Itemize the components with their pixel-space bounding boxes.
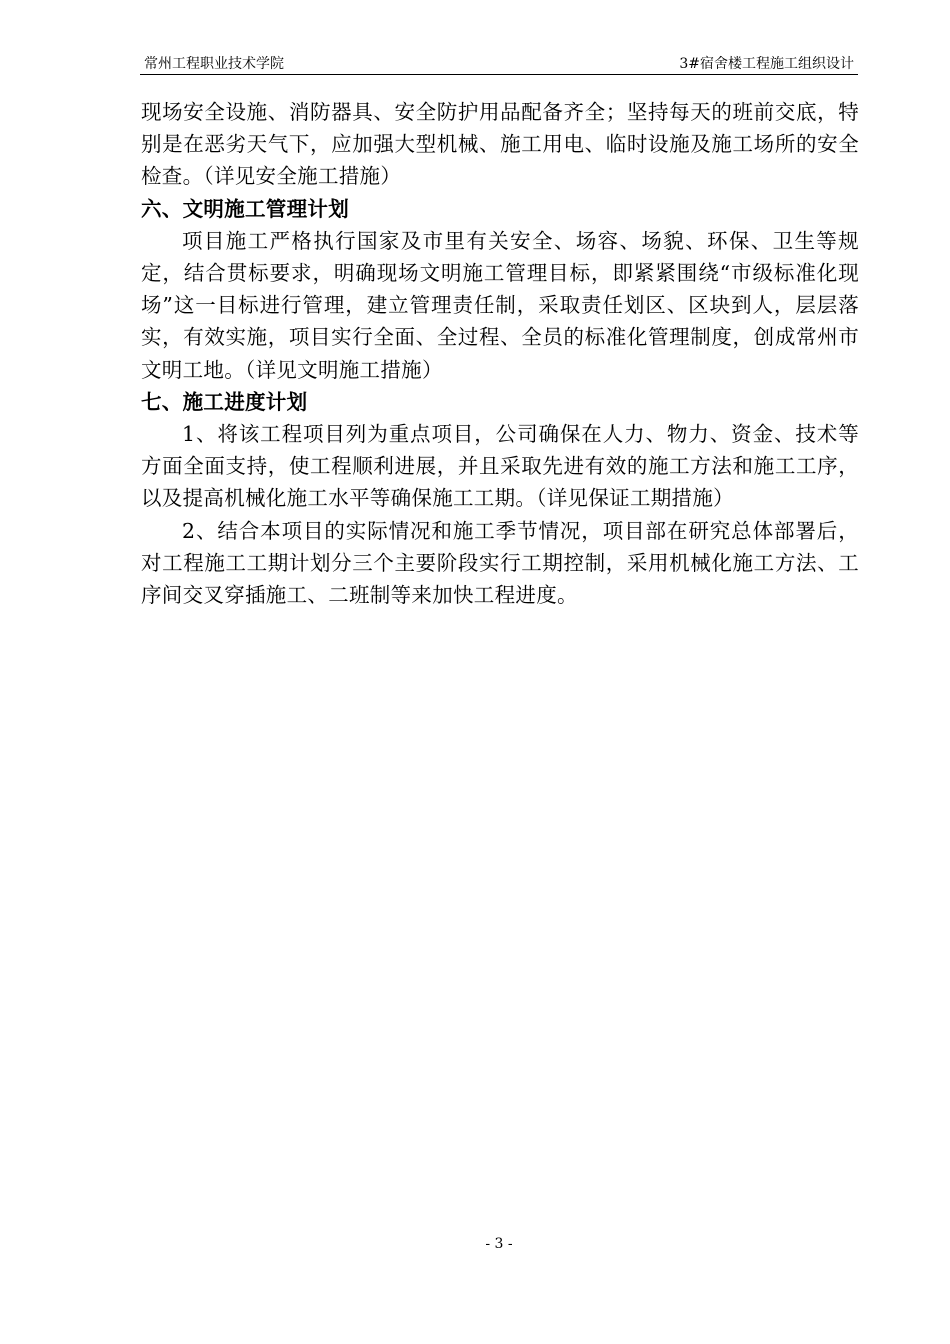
page-number: - 3 - xyxy=(485,1236,513,1252)
document-body xyxy=(141,96,859,611)
section-6-heading: 六、文明施工管理计划 xyxy=(141,196,349,221)
section-7-heading: 七、施工进度计划 xyxy=(141,389,308,414)
intro-paragraph: 现场安全设施、消防器具、安全防护用品配备齐全；坚持每天的班前交底，特别是在恶劣天气下，应加强大型机械、施工用电、临时设施及施工场所的安全检查。（详见安全施工措施） xyxy=(141,100,859,189)
header-institution: 常州工程职业技术学院 xyxy=(144,56,284,72)
page-header xyxy=(140,56,858,75)
section-6-paragraph: 项目施工严格执行国家及市里有关安全、场容、场貌、环保、卫生等规定，结合贯标要求，明确现场文明施工管理目标，即紧紧围绕“市级标准化现场”这一目标进行管理，建立管理责任制，采取责任划区、区块到人，层层落实，有效实施，项目实行全面、全过程、全员的标准化管理制度，创成常州市文明工地。（详见文明施工措施） xyxy=(141,228,859,382)
header-document-title: 3#宿舍楼工程施工组织设计 xyxy=(679,56,854,72)
section-7-paragraph-1: 1、将该工程项目列为重点项目，公司确保在人力、物力、资金、技术等方面全面支持，使工程顺利进展，并且采取先进有效的施工方法和施工工序，以及提高机械化施工水平等确保施工工期。（详见保证工期措施） xyxy=(141,422,859,511)
section-7-paragraph-2: 2、结合本项目的实际情况和施工季节情况，项目部在研究总体部署后，对工程施工工期计划分三个主要阶段实行工期控制，采用机械化施工方法、工序间交叉穿插施工、二班制等来加快工程进度。 xyxy=(141,518,859,608)
